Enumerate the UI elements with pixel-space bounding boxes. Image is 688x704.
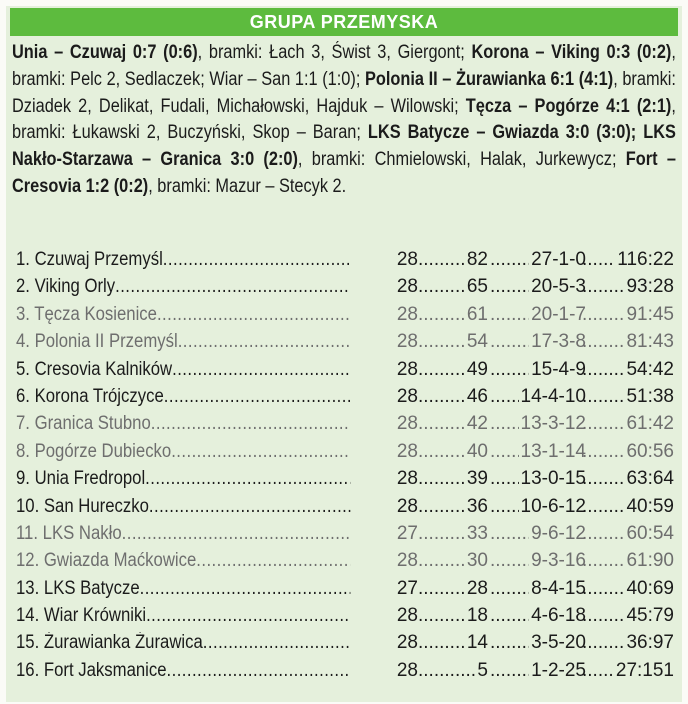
table-row — [16, 657, 676, 684]
points: ..... 42 — [465, 410, 488, 437]
team-name: Gwiazda Maćkowice — [43, 550, 197, 572]
team-name: San Hureczko — [43, 495, 149, 517]
win-draw-loss: ..... 8-4-15 — [529, 575, 586, 602]
games-played: 28 — [388, 493, 418, 520]
team-cell — [16, 273, 350, 300]
team-name: Wiar Krówniki — [43, 605, 147, 627]
goals: ..... 81:43 — [624, 328, 674, 355]
points: ..... 40 — [465, 438, 488, 465]
match-result-score: Unia – Czuwaj 0:7 (0:6) — [12, 42, 198, 63]
win-draw-loss: ..... 9-6-12 — [529, 520, 586, 547]
position: 2. — [16, 276, 35, 298]
match-result-details: , bramki: Chmielowski, Halak, Jurkewycz; — [297, 149, 626, 171]
games-played: 28 — [388, 301, 418, 328]
position: 3. — [16, 303, 35, 325]
points-cell — [418, 575, 488, 602]
goals: ..... 40:69 — [624, 575, 674, 602]
match-result-details: , bramki: Łukawski 2, Buczyński, Skop – Baran; — [12, 95, 676, 144]
team-cell — [16, 383, 350, 410]
team-name: Tęcza Kosienice — [34, 303, 157, 325]
team-cell — [16, 575, 350, 602]
goals-cell — [582, 547, 674, 574]
points-cell — [418, 465, 488, 492]
goals-cell — [582, 629, 674, 656]
goals-cell — [582, 356, 674, 383]
table-row — [16, 520, 676, 547]
table-row — [16, 493, 676, 520]
points-cell — [418, 602, 488, 629]
points-cell — [418, 273, 488, 300]
goals-cell — [582, 273, 674, 300]
team-cell — [16, 657, 350, 684]
goals: ..... 60:54 — [624, 520, 674, 547]
match-result-details: , bramki: Łach 3, Świst 3, Giergont; — [197, 42, 472, 63]
goals: ..... 61:42 — [624, 410, 674, 437]
points-cell — [418, 246, 488, 273]
team-name: Viking Orly — [34, 276, 116, 298]
match-results — [12, 40, 676, 201]
position: 6. — [16, 385, 35, 407]
team-cell — [16, 356, 350, 383]
games-played: 28 — [388, 328, 418, 355]
position: 7. — [16, 413, 35, 435]
win-draw-loss: ..... 17-3-8 — [529, 328, 586, 355]
team-cell — [16, 493, 350, 520]
points: ..... 28 — [465, 575, 488, 602]
position: 4. — [16, 331, 35, 353]
win-draw-loss: ..... 4-6-18 — [529, 602, 586, 629]
position: 13. — [16, 577, 44, 599]
goals-cell — [582, 383, 674, 410]
points-cell — [418, 410, 488, 437]
team-cell — [16, 438, 350, 465]
points: ..... 54 — [465, 328, 488, 355]
record-cell — [490, 328, 586, 355]
record-cell — [490, 465, 586, 492]
table-row — [16, 356, 676, 383]
goals: ..... 54:42 — [624, 356, 674, 383]
record-cell — [490, 520, 586, 547]
position: 15. — [16, 632, 44, 654]
points-cell — [418, 438, 488, 465]
position: 1. — [16, 249, 35, 270]
games-played: 28 — [388, 410, 418, 437]
win-draw-loss: ..... 13-0-15 — [519, 465, 587, 492]
table-row — [16, 383, 676, 410]
table-row — [16, 629, 676, 656]
win-draw-loss: ..... 3-5-20 — [529, 629, 586, 656]
points: ..... 5 — [475, 657, 488, 684]
points: ..... 65 — [465, 273, 488, 300]
team-name: LKS Nakło — [42, 522, 122, 544]
goals: ..... 45:79 — [624, 602, 674, 629]
win-draw-loss: ..... 20-5-3 — [529, 273, 586, 300]
win-draw-loss: ..... 15-4-9 — [529, 356, 586, 383]
goals-cell — [582, 493, 674, 520]
win-draw-loss: ..... 10-6-12 — [519, 493, 587, 520]
points-cell — [418, 657, 488, 684]
team-cell — [16, 465, 350, 492]
games-played: 28 — [388, 465, 418, 492]
games-played: 28 — [388, 547, 418, 574]
record-cell — [490, 547, 586, 574]
table-row — [16, 575, 676, 602]
goals: ..... 116:22 — [615, 246, 674, 273]
win-draw-loss: ..... 13-1-14 — [519, 438, 587, 465]
team-name: Unia Fredropol — [34, 468, 146, 490]
points: ..... 46 — [465, 383, 488, 410]
table-row — [16, 410, 676, 437]
points: ..... 39 — [465, 465, 488, 492]
record-cell — [490, 301, 586, 328]
match-result-details: , bramki: Dziadek 2, Delikat, Fudali, Michałowski, Hajduk – Wilowski; — [12, 68, 676, 117]
team-name: Fort Jaksmanice — [43, 659, 167, 681]
goals-cell — [582, 410, 674, 437]
team-name: Granica Stubno — [34, 413, 151, 435]
position: 12. — [16, 550, 44, 572]
goals: ..... 51:38 — [624, 383, 674, 410]
team-name: Czuwaj Przemyśl — [34, 249, 163, 270]
points: ..... 82 — [465, 246, 488, 273]
team-name: Pogórze Dubiecko — [34, 440, 172, 462]
goals-cell — [582, 246, 674, 273]
team-name: Korona Trójczyce — [34, 385, 164, 407]
team-cell — [16, 301, 350, 328]
points: ..... 18 — [465, 602, 488, 629]
games-played: 27 — [388, 520, 418, 547]
position: 11. — [16, 522, 43, 544]
table-row — [16, 438, 676, 465]
match-result-score: Polonia II – Żurawianka 6:1 (4:1) — [364, 68, 614, 90]
points: ..... 33 — [465, 520, 488, 547]
games-played: 28 — [388, 356, 418, 383]
points-cell — [418, 356, 488, 383]
win-draw-loss: ..... 20-1-7 — [529, 301, 586, 328]
win-draw-loss: ..... 1-2-25 — [529, 657, 586, 684]
win-draw-loss: ..... 14-4-10 — [519, 383, 587, 410]
goals: ..... 60:56 — [624, 438, 674, 465]
section-header: GRUPA PRZEMYSKA — [10, 8, 678, 36]
games-played: 27 — [388, 575, 418, 602]
table-row — [16, 273, 676, 300]
team-name: Żurawianka Żurawica — [43, 632, 203, 654]
points-cell — [418, 629, 488, 656]
record-cell — [490, 602, 586, 629]
points: ..... 61 — [465, 301, 488, 328]
points-cell — [418, 547, 488, 574]
record-cell — [490, 575, 586, 602]
team-name: Cresovia Kalników — [34, 358, 173, 380]
win-draw-loss: ..... 27-1-0 — [529, 246, 586, 273]
match-result-details: , bramki: Pelc 2, Sedlaczek; Wiar – San 1:1 (1:0); — [12, 42, 676, 90]
goals: ..... 27:151 — [614, 657, 674, 684]
games-played: 28 — [388, 629, 418, 656]
position: 10. — [16, 495, 44, 517]
points-cell — [418, 493, 488, 520]
match-result-details: , bramki: Mazur – Stecyk 2. — [148, 175, 347, 197]
position: 14. — [16, 605, 44, 627]
goals: ..... 93:28 — [624, 273, 674, 300]
games-played: 28 — [388, 246, 418, 273]
goals-cell — [582, 520, 674, 547]
team-cell — [16, 602, 350, 629]
points-cell — [418, 520, 488, 547]
team-cell — [16, 328, 350, 355]
goals: ..... 61:90 — [624, 547, 674, 574]
goals-cell — [582, 657, 674, 684]
match-result-score: LKS Batycze – Gwiazda 3:0 (3:0); LKS Nakło-Starzawa – Granica 3:0 (2:0) — [12, 122, 676, 171]
games-played: 28 — [388, 438, 418, 465]
games-played: 28 — [388, 383, 418, 410]
points-cell — [418, 301, 488, 328]
points: ..... 30 — [465, 547, 488, 574]
record-cell — [490, 383, 586, 410]
position: 8. — [16, 440, 35, 462]
win-draw-loss: ..... 13-3-12 — [519, 410, 587, 437]
record-cell — [490, 273, 586, 300]
position: 9. — [16, 468, 35, 490]
points-cell — [418, 328, 488, 355]
position: 16. — [16, 659, 44, 681]
points: ..... 49 — [465, 356, 488, 383]
record-cell — [490, 246, 586, 273]
goals: ..... 91:45 — [624, 301, 674, 328]
record-cell — [490, 629, 586, 656]
games-played: 28 — [388, 273, 418, 300]
points: ..... 36 — [465, 493, 488, 520]
points: ..... 14 — [465, 629, 488, 656]
match-result-score: Tęcza – Pogórze 4:1 (2:1) — [465, 95, 672, 117]
record-cell — [490, 410, 586, 437]
win-draw-loss: ..... 9-3-16 — [529, 547, 586, 574]
team-name: Polonia II Przemyśl — [34, 331, 178, 353]
team-cell — [16, 629, 350, 656]
team-cell — [16, 520, 350, 547]
goals: ..... 36:97 — [624, 629, 674, 656]
team-cell — [16, 246, 350, 273]
record-cell — [490, 493, 586, 520]
points-cell — [418, 383, 488, 410]
team-cell — [16, 547, 350, 574]
match-result-score: Fort – Cresovia 1:2 (0:2) — [12, 149, 676, 197]
table-row — [16, 328, 676, 355]
goals-cell — [582, 602, 674, 629]
record-cell — [490, 438, 586, 465]
league-table — [16, 246, 676, 684]
table-row — [16, 547, 676, 574]
goals-cell — [582, 438, 674, 465]
goals-cell — [582, 575, 674, 602]
goals-cell — [582, 465, 674, 492]
match-result-score: Korona – Viking 0:3 (0:2) — [471, 42, 672, 63]
table-row — [16, 246, 676, 273]
record-cell — [490, 356, 586, 383]
record-cell — [490, 657, 586, 684]
table-row — [16, 465, 676, 492]
table-row — [16, 602, 676, 629]
games-played: 28 — [388, 602, 418, 629]
goals: ..... 63:64 — [624, 465, 674, 492]
goals-cell — [582, 301, 674, 328]
goals: ..... 40:59 — [624, 493, 674, 520]
team-name: LKS Batycze — [43, 577, 140, 599]
team-cell — [16, 410, 350, 437]
table-row — [16, 301, 676, 328]
goals-cell — [582, 328, 674, 355]
position: 5. — [16, 358, 35, 380]
games-played: 28 — [388, 657, 418, 684]
